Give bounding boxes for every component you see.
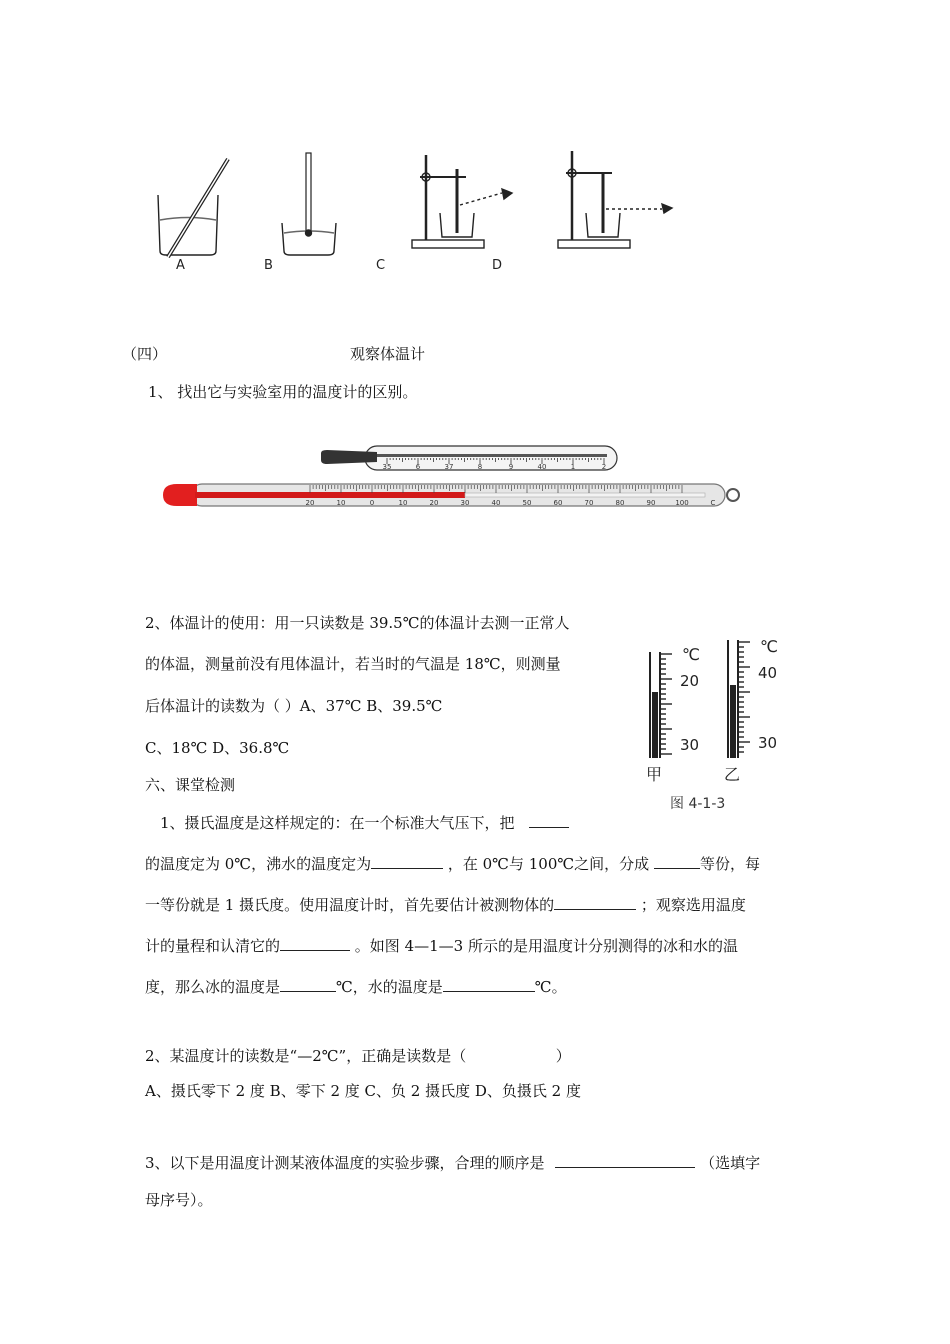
s6-p1-line4: 计的量程和认清它的 。如图 4—1—3 所示的是用温度计分别测得的冰和水的温 <box>145 937 738 955</box>
s6-p1-start: 1、摄氏温度是这样规定的：在一个标准大气压下，把 <box>160 814 515 832</box>
clinical-scale-label: 40 <box>537 463 547 471</box>
clinical-scale-label: 8 <box>477 463 483 471</box>
clinical-scale-label: 6 <box>415 463 421 471</box>
blank-ice-temp[interactable] <box>280 976 336 992</box>
q2-line4: C、18℃ D、36.8℃ <box>145 739 290 757</box>
blank-order[interactable] <box>555 1152 695 1168</box>
clinical-scale-label: 9 <box>508 463 514 471</box>
jia-tick-30: 30 <box>680 736 700 754</box>
lab-scale-label: C <box>710 499 716 507</box>
yi-unit: ℃ <box>760 637 778 656</box>
q2-line3: 后体温计的读数为（ ）A、37℃ B、39.5℃ <box>145 697 443 715</box>
clinical-scale-label: 37 <box>444 463 454 471</box>
s6-p1-line3: 一等份就是 1 摄氏度。使用温度计时，首先要估计被测物体的 ；观察选用温度 <box>145 896 746 914</box>
label-b: B <box>264 258 273 273</box>
lab-scale-label: 90 <box>646 499 656 507</box>
jia-label: 甲 <box>646 765 663 784</box>
label-d: D <box>492 258 503 273</box>
jia-unit: ℃ <box>682 645 700 664</box>
s6-p1-line2: 的温度定为 0℃，沸水的温度定为 ，在 0℃与 100℃之间，分成 等份，每 <box>145 855 760 873</box>
lab-scale-label: 60 <box>553 499 563 507</box>
s6-q2: 2、某温度计的读数是“—2℃”，正确是读数是（ ） <box>145 1047 571 1065</box>
lab-scale-label: 20 <box>305 499 315 507</box>
blank-divisions[interactable] <box>654 853 700 869</box>
clinical-scale-label: 2 <box>601 463 607 471</box>
blank-water-temp[interactable] <box>443 976 535 992</box>
section6-title: 六、课堂检测 <box>145 776 236 794</box>
clinical-scale-label: 1 <box>570 463 576 471</box>
lab-scale-label: 30 <box>460 499 470 507</box>
section4-title: 观察体温计 <box>350 345 426 363</box>
section4-q1: 1、 找出它与实验室用的温度计的区别。 <box>148 383 418 401</box>
lab-scale-label: 70 <box>584 499 594 507</box>
section4-header: （四） <box>122 345 168 363</box>
s6-q3-line1: 3、以下是用温度计测某液体温度的实验步骤，合理的顺序是 （选填字 <box>145 1154 761 1172</box>
figure-4-1-3 <box>620 630 790 820</box>
lab-scale-label: 0 <box>369 499 375 507</box>
blank-estimate[interactable] <box>554 894 636 910</box>
lab-scale-label: 10 <box>336 499 346 507</box>
lab-scale-label: 100 <box>675 499 689 507</box>
beaker-thermometer-figure <box>150 145 680 275</box>
q2-line2: 的体温，测量前没有甩体温计，若当时的气温是 18℃，则测量 <box>145 655 561 673</box>
s6-p1-line5: 度，那么冰的温度是 ℃，水的温度是 ℃。 <box>145 978 567 996</box>
figure-caption: 图 4-1-3 <box>670 796 726 812</box>
lab-scale-label: 50 <box>522 499 532 507</box>
lab-scale-label: 20 <box>429 499 439 507</box>
blank-ice-water[interactable] <box>529 812 569 828</box>
label-c: C <box>376 258 386 273</box>
lab-scale-label: 40 <box>491 499 501 507</box>
blank-division-value[interactable] <box>280 935 350 951</box>
jia-tick-20: 20 <box>680 672 700 690</box>
yi-tick-40: 40 <box>758 664 778 682</box>
yi-label: 乙 <box>724 765 741 784</box>
lab-scale-label: 80 <box>615 499 625 507</box>
label-a: A <box>176 258 185 273</box>
s6-q2-options: A、摄氏零下 2 度 B、零下 2 度 C、负 2 摄氏度 D、负摄氏 2 度 <box>145 1082 581 1100</box>
s6-q3-line2: 母序号）。 <box>145 1191 213 1209</box>
clinical-scale-label: 35 <box>382 463 392 471</box>
s6-p1-line1 <box>160 812 569 833</box>
blank-boiling[interactable] <box>371 853 443 869</box>
q2-line1: 2、体温计的使用：用一只读数是 39.5℃的体温计去测一正常人 <box>145 614 570 632</box>
yi-tick-30: 30 <box>758 734 778 752</box>
lab-scale-label: 10 <box>398 499 408 507</box>
thermometer-comparison-figure <box>155 440 745 520</box>
